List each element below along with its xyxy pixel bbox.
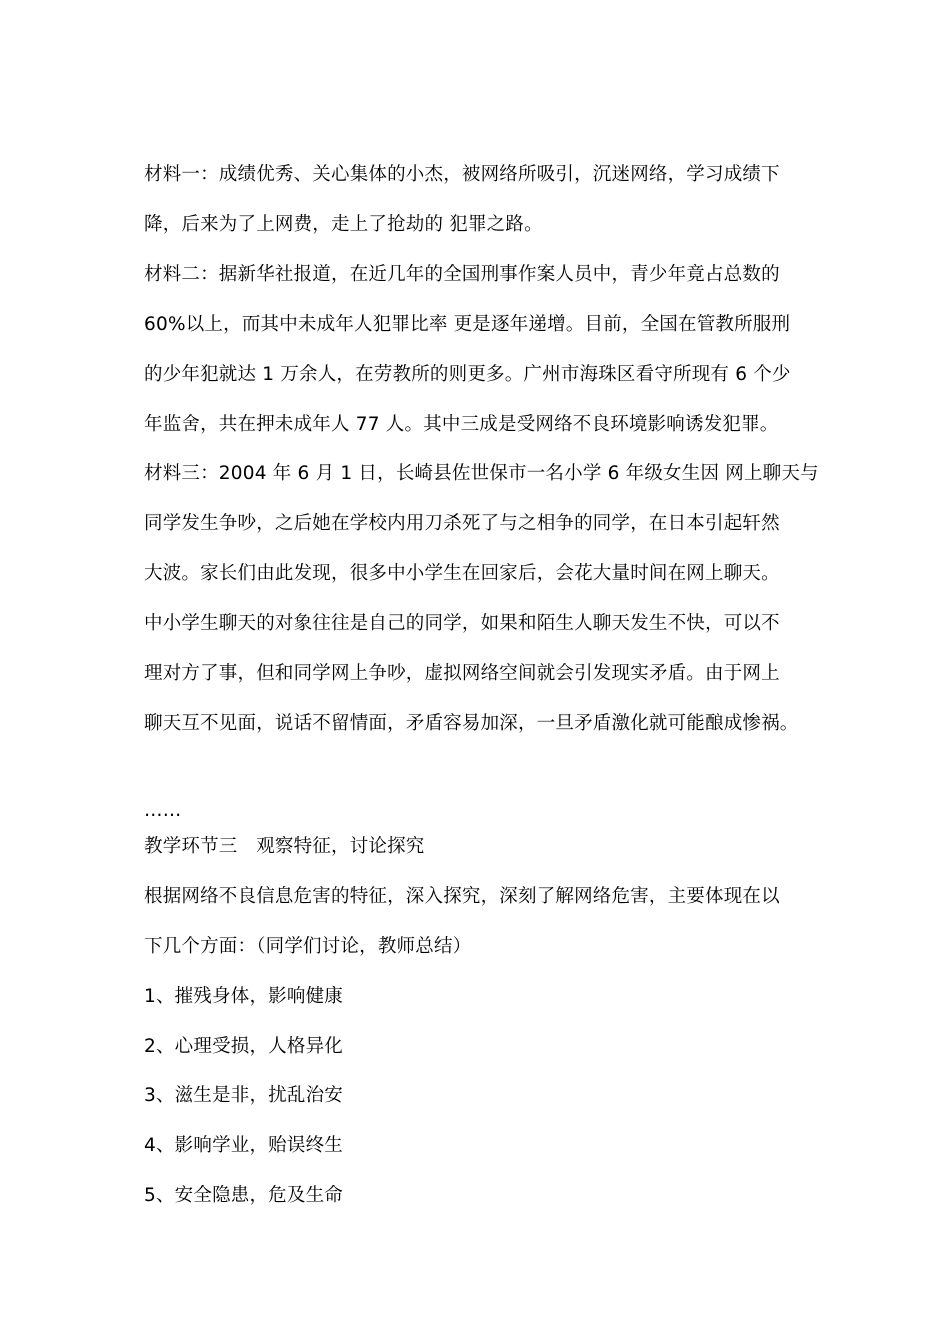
intro-line-2: 下几个方面：（同学们讨论，教师总结） [144,936,472,957]
list-item: 5、安全隐患，危及生命 [144,1185,343,1206]
material-two-line-4: 年监舍，共在押未成年人 77 人。其中三成是受网络不良环境影响诱发犯罪。 [144,414,779,435]
material-three-line-1: 材料三：2004 年 6 月 1 日，长崎县佐世保市一名小学 6 年级女生因 网上聊天与 [144,463,819,484]
section-title: 教学环节三 观察特征，讨论探究 [144,836,425,857]
material-three-line-2: 同学发生争吵，之后她在学校内用刀杀死了与之相争的同学，在日本引起轩然 [144,513,780,534]
material-one-line-1: 材料一：成绩优秀、关心集体的小杰，被网络所吸引，沉迷网络，学习成绩下 [144,164,780,185]
material-two-line-1: 材料二：据新华社报道，在近几年的全国刑事作案人员中，青少年竟占总数的 [144,264,780,285]
intro-line-1: 根据网络不良信息危害的特征，深入探究，深刻了解网络危害，主要体现在以 [144,886,780,907]
list-item: 3、滋生是非，扰乱治安 [144,1085,343,1106]
material-two-line-2: 60%以上，而其中未成年人犯罪比率 更是逐年递增。目前，全国在管教所服刑 [144,314,791,335]
material-three-line-5: 理对方了事，但和同学网上争吵，虚拟网络空间就会引发现实矛盾。由于网上 [144,663,780,684]
ellipsis: …… [144,800,182,821]
material-three-line-4: 中小学生聊天的对象往往是自己的同学，如果和陌生人聊天发生不快，可以不 [144,613,780,634]
material-two-line-3: 的少年犯就达 1 万余人，在劳教所的则更多。广州市海珠区看守所现有 6 个少 [144,364,791,385]
list-item: 2、心理受损，人格异化 [144,1036,343,1057]
material-one-line-2: 降，后来为了上网费，走上了抢劫的 犯罪之路。 [144,214,543,235]
list-item: 1、摧残身体，影响健康 [144,986,343,1007]
material-three-line-3: 大波。家长们由此发现，很多中小学生在回家后，会花大量时间在网上聊天。 [144,563,780,584]
list-item: 4、影响学业，贻误终生 [144,1135,343,1156]
material-three-line-6: 聊天互不见面，说话不留情面，矛盾容易加深，一旦矛盾激化就可能酿成惨祸。 [144,713,799,734]
